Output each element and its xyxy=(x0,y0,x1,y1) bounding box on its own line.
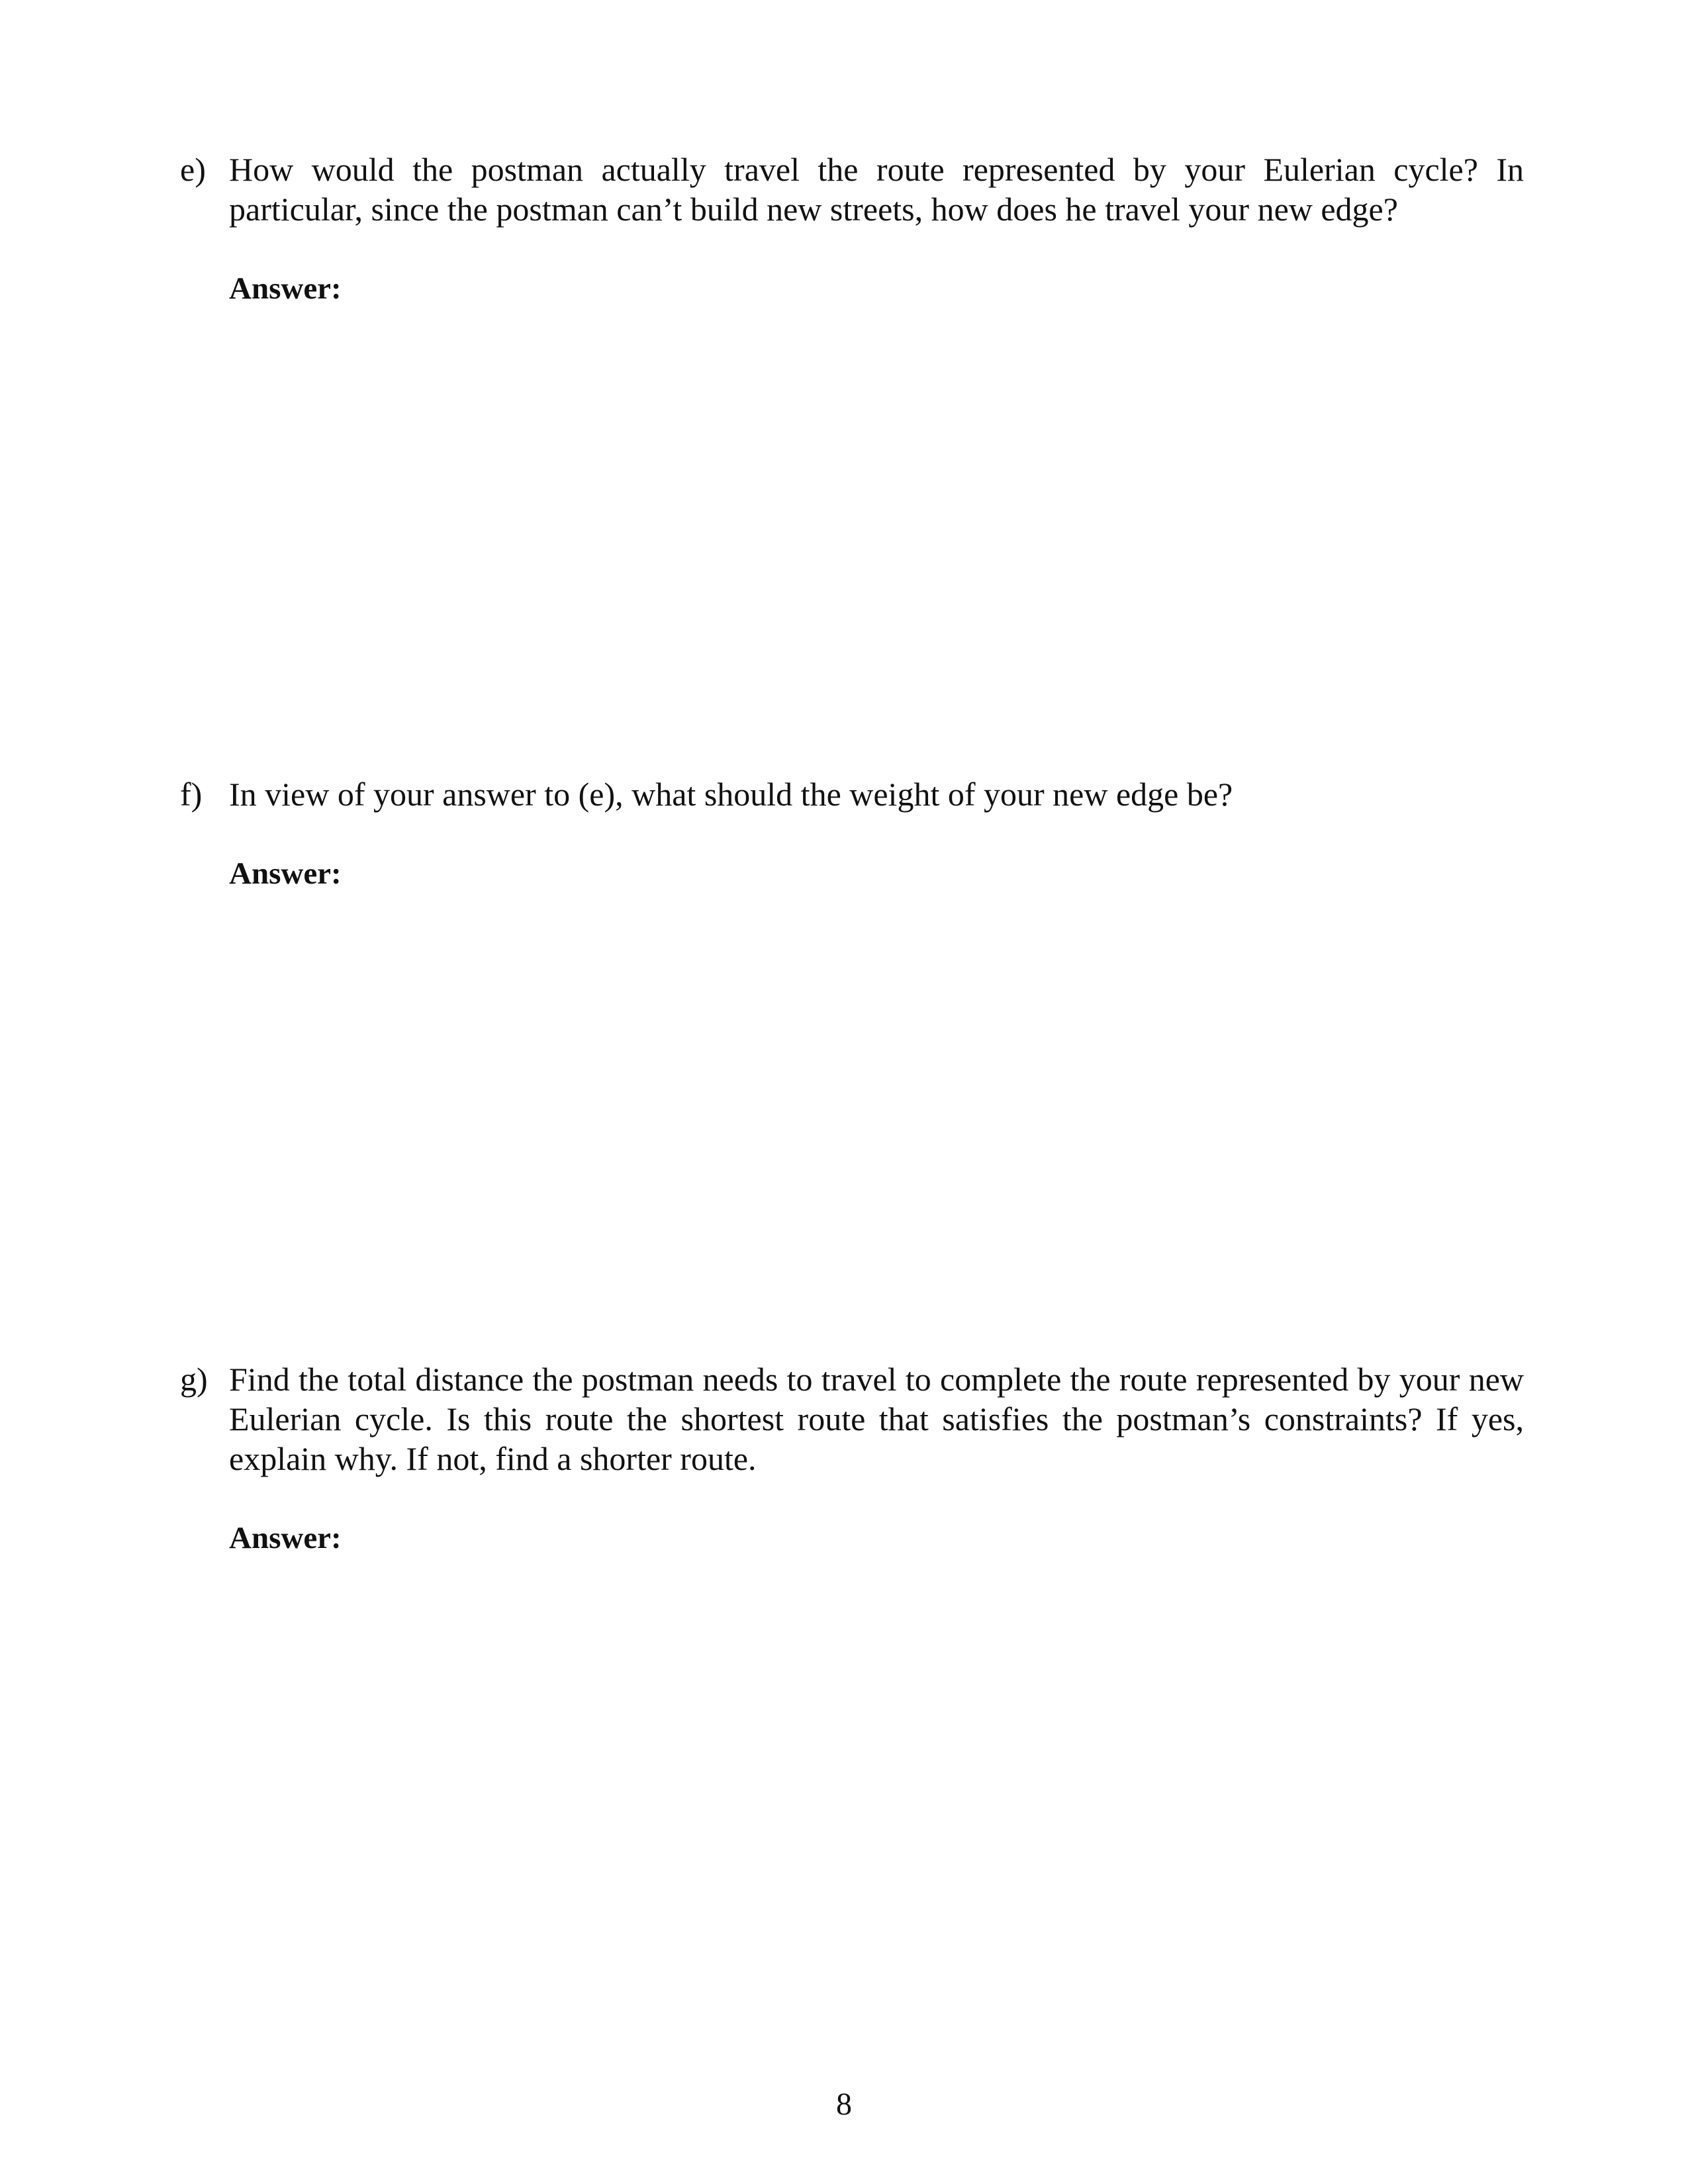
question-text: Find the total distance the postman needs to travel to complete the route represented by your new Eulerian cycle. Is this route the shortest route that satisfies the postman’s constraints? If yes, explain why. If not, find a shorter route. xyxy=(229,1361,1524,1477)
answer-label: Answer: xyxy=(229,856,342,891)
question-label: g) xyxy=(180,1361,208,1398)
answer-label: Answer: xyxy=(229,1521,342,1555)
question-text: How would the postman actually travel the route represented by your Eulerian cycle? In particular, since the postman can’t build new streets, how does he travel your new edge? xyxy=(229,151,1524,228)
question-text: In view of your answer to (e), what should the weight of your new edge be? xyxy=(229,776,1233,813)
question-label: f) xyxy=(180,776,203,813)
question-label: e) xyxy=(180,151,206,188)
answer-label: Answer: xyxy=(229,271,342,306)
page-number: 8 xyxy=(836,2087,852,2122)
